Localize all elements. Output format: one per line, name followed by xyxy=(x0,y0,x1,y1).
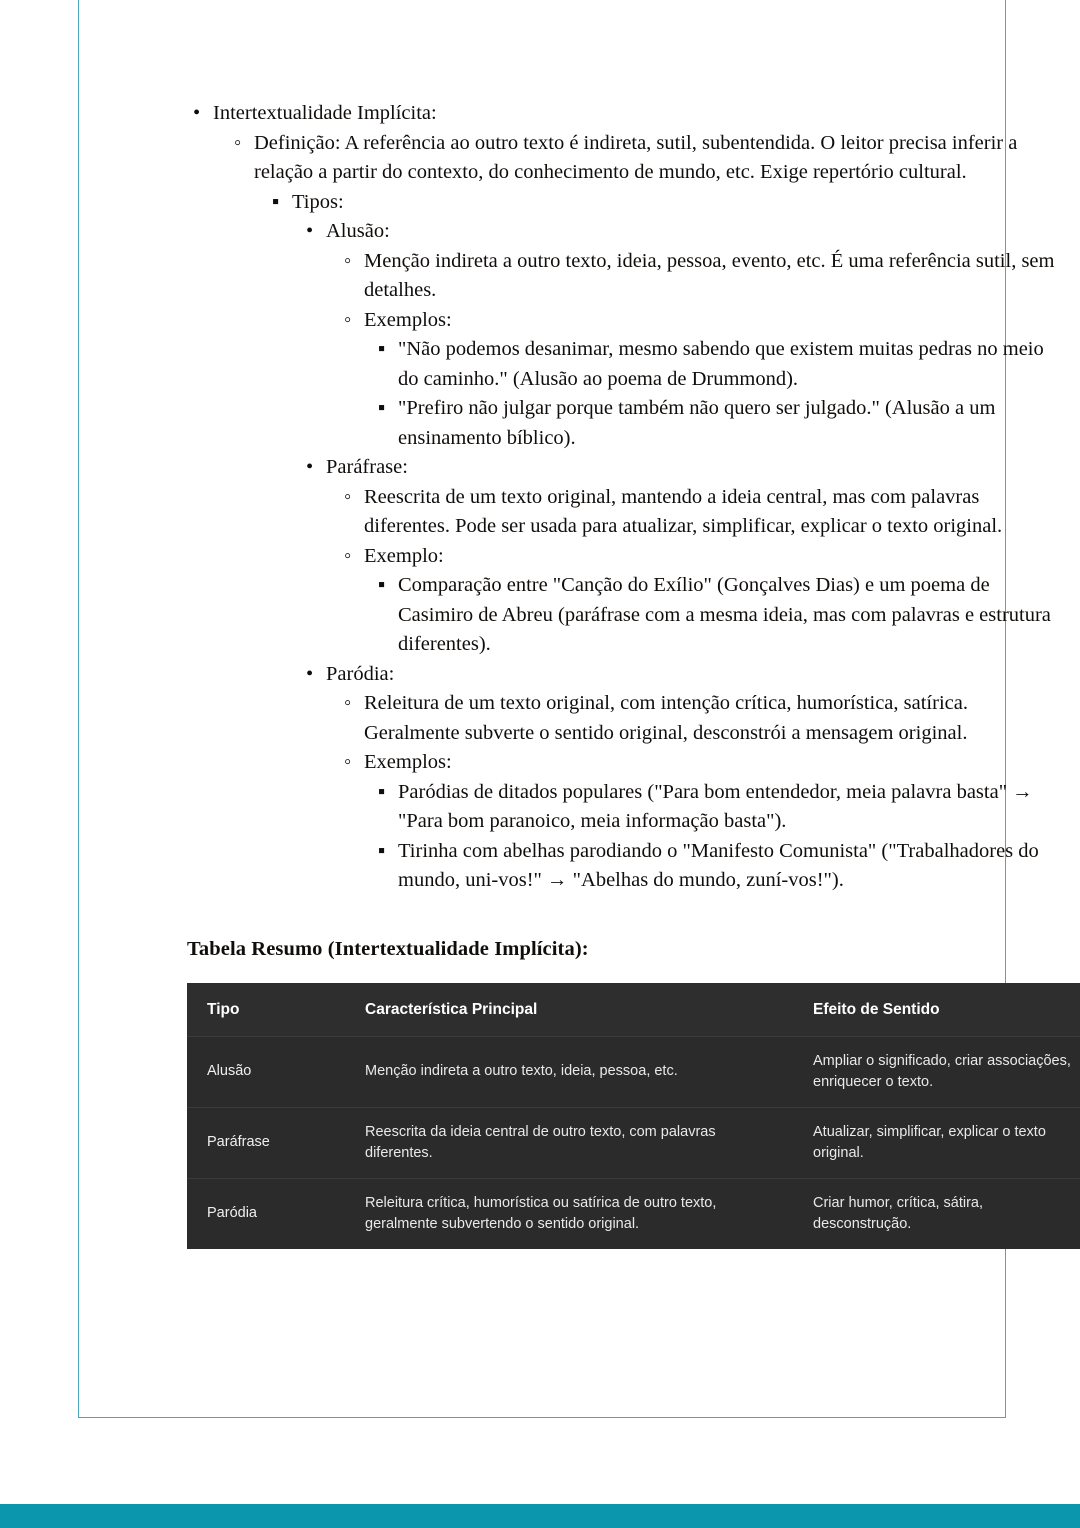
outline-text-alusao-exemplo-1: "Não podemos desanimar, mesmo sabendo que existem muitas pedras no meio do caminho." (Alusão ao poema de Drummond). xyxy=(398,338,1044,390)
outline-item-intertextualidade-implicita xyxy=(187,99,1067,896)
column-header-caracteristica: Característica Principal xyxy=(345,983,793,1037)
cell-caracteristica-alusao: Menção indireta a outro texto, ideia, pessoa, etc. xyxy=(345,1036,793,1107)
outline-item-alusao xyxy=(300,217,1067,453)
bullet-circle-icon: ◦ xyxy=(344,692,352,714)
bullet-circle-icon: ◦ xyxy=(344,249,352,272)
outline-item-parafrase-descricao xyxy=(338,483,1067,542)
table-row xyxy=(187,1178,1080,1249)
summary-table-body xyxy=(187,1036,1080,1249)
table-row xyxy=(187,1036,1080,1107)
bullet-circle-icon: ◦ xyxy=(344,751,352,773)
outline-item-definicao xyxy=(228,129,1067,896)
summary-table-head xyxy=(187,983,1080,1037)
outline-item-parafrase-exemplo-1 xyxy=(372,571,1067,660)
table-row xyxy=(187,1107,1080,1178)
outline-item-parodia-exemplo-1 xyxy=(372,778,1067,837)
outline-sublist-level2 xyxy=(228,129,1067,896)
bullet-disc-icon: • xyxy=(193,102,201,124)
bullet-square-icon: ▪ xyxy=(378,338,386,360)
outline-item-tipos xyxy=(266,188,1067,896)
outline-text-parodia-exemplo-1: Paródias de ditados populares ("Para bom entendedor, meia palavra basta" → "Para bom paranoico, meia informação basta"). xyxy=(398,780,1033,832)
cell-efeito-parafrase: Atualizar, simplificar, explicar o texto original. xyxy=(793,1107,1080,1178)
outline-label-alusao-exemplos: Exemplos: xyxy=(364,308,452,331)
bullet-square-icon: ▪ xyxy=(378,839,386,862)
outline-label-intertextualidade-implicita: Intertextualidade Implícita: xyxy=(213,102,437,124)
outline-label-alusao: Alusão: xyxy=(326,220,390,242)
outline-text-parafrase-exemplo-1: Comparação entre "Canção do Exílio" (Gonçalves Dias) e um poema de Casimiro de Abreu (paráfrase com a mesma ideia, mas com palavras e estrutura diferentes). xyxy=(398,574,1051,655)
outline-text-definicao: Definição: A referência ao outro texto é indireta, sutil, subentendida. O leitor precisa inferir a relação a partir do contexto, do conhecimento de mundo, etc. Exige repertório cultural. xyxy=(254,131,1018,183)
table-header-row xyxy=(187,983,1080,1037)
outline-item-parodia-exemplos xyxy=(338,748,1067,896)
footer-accent-bar xyxy=(0,1504,1080,1528)
summary-table-heading: Tabela Resumo (Intertextualidade Implícita): xyxy=(187,937,589,960)
cell-efeito-alusao: Ampliar o significado, criar associações, enriquecer o texto. xyxy=(793,1036,1080,1107)
outline-text-parodia-descricao: Releitura de um texto original, com intenção crítica, humorística, satírica. Geralmente subverte o sentido original, desconstrói a mensagem original. xyxy=(364,692,968,744)
outline-sublist-alusao xyxy=(338,247,1067,454)
summary-table xyxy=(187,983,1080,1249)
outline-item-parodia xyxy=(300,660,1067,896)
page-border-frame xyxy=(78,0,1071,1418)
bullet-disc-icon: • xyxy=(306,456,314,478)
cell-tipo-parodia: Paródia xyxy=(187,1178,345,1249)
outline-item-parodia-exemplo-2 xyxy=(372,837,1067,896)
outline-label-parafrase-exemplo: Exemplo: xyxy=(364,544,444,567)
bullet-disc-icon: • xyxy=(306,220,314,242)
column-header-efeito: Efeito de Sentido xyxy=(793,983,1080,1037)
outline-label-parodia-exemplos: Exemplos: xyxy=(364,751,452,773)
outline-item-parafrase xyxy=(300,453,1067,660)
outline-text-parafrase-descricao: Reescrita de um texto original, mantendo a ideia central, mas com palavras diferentes. Pode ser usada para atualizar, simplificar, explicar o texto original. xyxy=(364,485,1003,537)
outline-label-parafrase: Paráfrase: xyxy=(326,456,408,478)
outline-label-parodia: Paródia: xyxy=(326,662,395,685)
cell-tipo-parafrase: Paráfrase xyxy=(187,1107,345,1178)
outline-text-parodia-exemplo-2: Tirinha com abelhas parodiando o "Manifesto Comunista" ("Trabalhadores do mundo, uni-vos!" → "Abelhas do mundo, zuní-vos!"). xyxy=(398,839,1039,891)
outline-sublist-parodia xyxy=(338,689,1067,896)
column-header-tipo: Tipo xyxy=(187,983,345,1037)
cell-caracteristica-parodia: Releitura crítica, humorística ou satírica de outro texto, geralmente subvertendo o sentido original. xyxy=(345,1178,793,1249)
outline-sublist-level3 xyxy=(266,188,1067,896)
bullet-square-icon: ▪ xyxy=(378,780,386,803)
bullet-circle-icon: ◦ xyxy=(234,131,242,154)
bullet-disc-icon: • xyxy=(306,662,314,685)
bullet-circle-icon: ◦ xyxy=(344,308,352,331)
outline-item-alusao-exemplos xyxy=(338,306,1067,454)
cell-efeito-parodia: Criar humor, crítica, sátira, desconstrução. xyxy=(793,1178,1080,1249)
outline-sublist-level4 xyxy=(300,217,1067,896)
cell-caracteristica-parafrase: Reescrita da ideia central de outro texto, com palavras diferentes. xyxy=(345,1107,793,1178)
outline-item-alusao-exemplo-1 xyxy=(372,335,1067,394)
outline-item-alusao-exemplo-2 xyxy=(372,394,1067,453)
outline-sublist-parafrase-exemplos xyxy=(372,571,1067,660)
outline-label-tipos: Tipos: xyxy=(292,190,344,213)
outline-sublist-parodia-exemplos xyxy=(372,778,1067,896)
bullet-square-icon: ▪ xyxy=(378,397,386,419)
bullet-circle-icon: ◦ xyxy=(344,544,352,567)
outline-item-alusao-descricao xyxy=(338,247,1067,306)
cell-tipo-alusao: Alusão xyxy=(187,1036,345,1107)
bullet-square-icon: ▪ xyxy=(378,574,386,596)
outline-text-alusao-descricao: Menção indireta a outro texto, ideia, pessoa, evento, etc. É uma referência sutil, sem detalhes. xyxy=(364,249,1055,301)
outline-sublist-parafrase xyxy=(338,483,1067,660)
document-content xyxy=(187,99,1071,1249)
outline-item-parafrase-exemplo xyxy=(338,542,1067,660)
bullet-circle-icon: ◦ xyxy=(344,485,352,508)
summary-table-container xyxy=(187,983,1071,1249)
outline-text-alusao-exemplo-2: "Prefiro não julgar porque também não quero ser julgado." (Alusão a um ensinamento bíblico). xyxy=(398,397,996,449)
bullet-square-icon: ▪ xyxy=(272,190,280,213)
outline-sublist-alusao-exemplos xyxy=(372,335,1067,453)
outline-list xyxy=(187,99,1067,896)
outline-item-parodia-descricao xyxy=(338,689,1067,748)
